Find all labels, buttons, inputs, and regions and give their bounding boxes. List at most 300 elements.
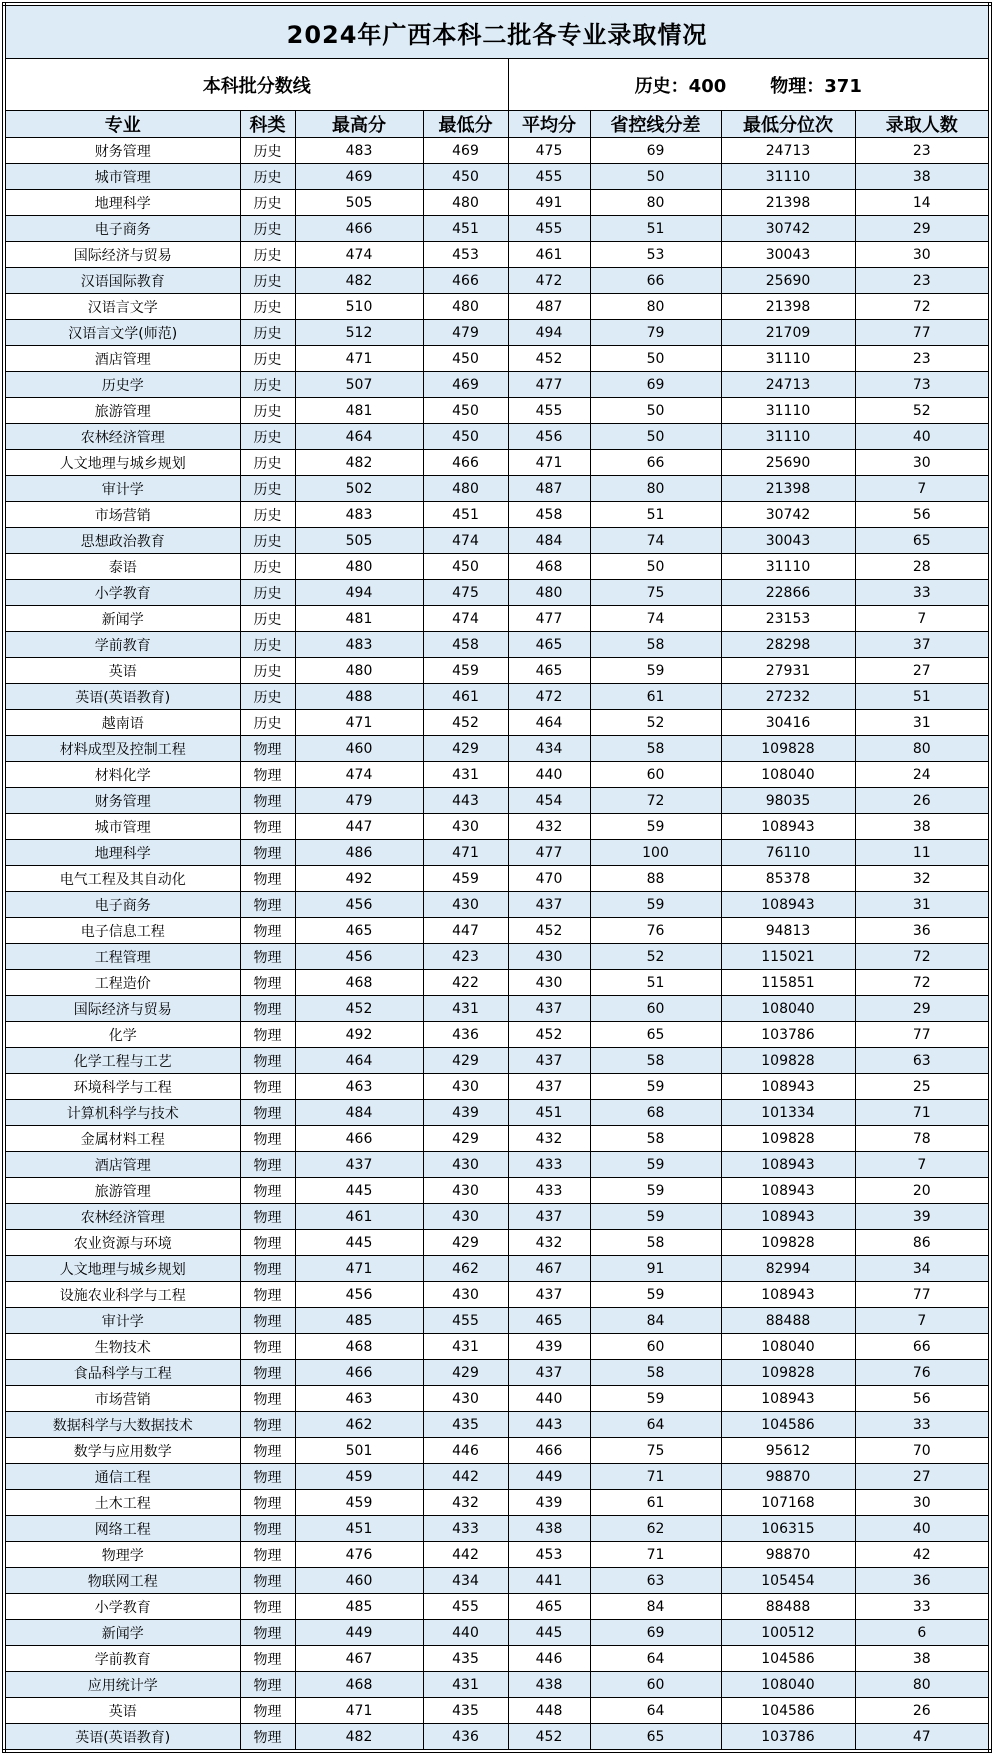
cell-category: 物理 xyxy=(240,1672,295,1698)
cell-max-score: 512 xyxy=(295,320,423,346)
cell-max-score: 466 xyxy=(295,1126,423,1152)
cell-avg-score: 487 xyxy=(508,476,590,502)
cell-category: 历史 xyxy=(240,190,295,216)
cell-diff-from-line: 80 xyxy=(590,294,721,320)
cell-major: 市场营销 xyxy=(4,1386,240,1412)
cell-category: 物理 xyxy=(240,1334,295,1360)
cell-min-score: 435 xyxy=(423,1698,508,1724)
table-body xyxy=(4,138,990,1752)
cell-min-score: 475 xyxy=(423,580,508,606)
cell-enrolled-count: 30 xyxy=(855,450,990,476)
cell-avg-score: 471 xyxy=(508,450,590,476)
cell-min-rank: 115851 xyxy=(721,970,855,996)
cell-category: 物理 xyxy=(240,1646,295,1672)
cell-min-score: 439 xyxy=(423,1100,508,1126)
cell-category: 物理 xyxy=(240,970,295,996)
cell-min-score: 480 xyxy=(423,294,508,320)
cell-diff-from-line: 69 xyxy=(590,372,721,398)
cell-min-score: 469 xyxy=(423,138,508,164)
cell-major: 新闻学 xyxy=(4,1620,240,1646)
cell-max-score: 466 xyxy=(295,216,423,242)
cell-major: 工程造价 xyxy=(4,970,240,996)
table-row xyxy=(4,736,990,762)
cell-max-score: 510 xyxy=(295,294,423,320)
cell-min-rank: 31110 xyxy=(721,398,855,424)
column-header-diff-from-line: 省控线分差 xyxy=(590,111,721,138)
cell-min-score: 436 xyxy=(423,1724,508,1752)
cell-min-rank: 104586 xyxy=(721,1412,855,1438)
table-row xyxy=(4,242,990,268)
cell-major: 英语 xyxy=(4,1698,240,1724)
cell-major: 泰语 xyxy=(4,554,240,580)
cell-major: 英语(英语教育) xyxy=(4,684,240,710)
cell-diff-from-line: 79 xyxy=(590,320,721,346)
cell-min-score: 451 xyxy=(423,216,508,242)
cell-min-rank: 108040 xyxy=(721,762,855,788)
admission-sheet xyxy=(2,2,988,1753)
table-row xyxy=(4,1152,990,1178)
cell-category: 物理 xyxy=(240,814,295,840)
cell-max-score: 505 xyxy=(295,190,423,216)
cell-max-score: 481 xyxy=(295,606,423,632)
cell-enrolled-count: 37 xyxy=(855,632,990,658)
cell-major: 材料成型及控制工程 xyxy=(4,736,240,762)
cell-category: 物理 xyxy=(240,1048,295,1074)
cell-max-score: 464 xyxy=(295,424,423,450)
cell-min-score: 462 xyxy=(423,1256,508,1282)
cell-category: 物理 xyxy=(240,1074,295,1100)
cell-avg-score: 470 xyxy=(508,866,590,892)
admission-table xyxy=(2,2,992,1753)
cell-major: 电子商务 xyxy=(4,892,240,918)
cell-avg-score: 465 xyxy=(508,658,590,684)
cell-enrolled-count: 27 xyxy=(855,658,990,684)
cell-enrolled-count: 11 xyxy=(855,840,990,866)
cell-max-score: 488 xyxy=(295,684,423,710)
cell-min-rank: 108040 xyxy=(721,1672,855,1698)
cell-avg-score: 440 xyxy=(508,762,590,788)
cell-min-score: 436 xyxy=(423,1022,508,1048)
cell-min-score: 430 xyxy=(423,892,508,918)
cell-diff-from-line: 59 xyxy=(590,658,721,684)
cell-enrolled-count: 32 xyxy=(855,866,990,892)
table-row xyxy=(4,398,990,424)
cell-min-rank: 27931 xyxy=(721,658,855,684)
cell-diff-from-line: 50 xyxy=(590,346,721,372)
cell-enrolled-count: 78 xyxy=(855,1126,990,1152)
cell-min-rank: 24713 xyxy=(721,138,855,164)
cell-min-score: 442 xyxy=(423,1464,508,1490)
cell-category: 历史 xyxy=(240,476,295,502)
cell-min-score: 429 xyxy=(423,736,508,762)
cell-diff-from-line: 66 xyxy=(590,450,721,476)
cell-major: 越南语 xyxy=(4,710,240,736)
cell-avg-score: 437 xyxy=(508,1204,590,1230)
cell-max-score: 447 xyxy=(295,814,423,840)
cell-max-score: 465 xyxy=(295,918,423,944)
cell-diff-from-line: 75 xyxy=(590,580,721,606)
cell-category: 历史 xyxy=(240,450,295,476)
cell-min-rank: 24713 xyxy=(721,372,855,398)
cell-avg-score: 465 xyxy=(508,632,590,658)
cell-category: 物理 xyxy=(240,1282,295,1308)
cell-avg-score: 472 xyxy=(508,684,590,710)
cell-min-score: 430 xyxy=(423,1282,508,1308)
cell-enrolled-count: 29 xyxy=(855,996,990,1022)
cell-enrolled-count: 7 xyxy=(855,1152,990,1178)
cell-min-score: 440 xyxy=(423,1620,508,1646)
table-row xyxy=(4,606,990,632)
table-row xyxy=(4,892,990,918)
table-row xyxy=(4,346,990,372)
table-row xyxy=(4,658,990,684)
cell-category: 物理 xyxy=(240,1126,295,1152)
cell-max-score: 466 xyxy=(295,1360,423,1386)
cell-max-score: 459 xyxy=(295,1464,423,1490)
cell-min-score: 433 xyxy=(423,1516,508,1542)
cell-major: 材料化学 xyxy=(4,762,240,788)
cell-major: 食品科学与工程 xyxy=(4,1360,240,1386)
cell-min-rank: 108943 xyxy=(721,892,855,918)
cell-major: 农林经济管理 xyxy=(4,424,240,450)
cell-diff-from-line: 69 xyxy=(590,1620,721,1646)
table-row xyxy=(4,164,990,190)
cell-avg-score: 432 xyxy=(508,1230,590,1256)
table-row xyxy=(4,450,990,476)
cell-enrolled-count: 56 xyxy=(855,502,990,528)
cell-max-score: 471 xyxy=(295,710,423,736)
cell-enrolled-count: 80 xyxy=(855,736,990,762)
cell-major: 旅游管理 xyxy=(4,1178,240,1204)
cell-category: 物理 xyxy=(240,1256,295,1282)
cell-category: 物理 xyxy=(240,944,295,970)
cell-min-score: 450 xyxy=(423,424,508,450)
cell-enrolled-count: 26 xyxy=(855,1698,990,1724)
cell-major: 汉语言文学(师范) xyxy=(4,320,240,346)
cell-avg-score: 454 xyxy=(508,788,590,814)
cell-diff-from-line: 84 xyxy=(590,1594,721,1620)
cell-diff-from-line: 65 xyxy=(590,1724,721,1752)
table-row xyxy=(4,1204,990,1230)
cell-max-score: 467 xyxy=(295,1646,423,1672)
cell-avg-score: 452 xyxy=(508,1724,590,1752)
cell-category: 物理 xyxy=(240,762,295,788)
table-row xyxy=(4,1126,990,1152)
table-row xyxy=(4,944,990,970)
cell-min-score: 435 xyxy=(423,1646,508,1672)
cell-enrolled-count: 52 xyxy=(855,398,990,424)
cell-avg-score: 455 xyxy=(508,398,590,424)
cell-major: 农林经济管理 xyxy=(4,1204,240,1230)
cell-min-score: 480 xyxy=(423,190,508,216)
cell-avg-score: 433 xyxy=(508,1178,590,1204)
cell-min-score: 430 xyxy=(423,1152,508,1178)
cell-major: 国际经济与贸易 xyxy=(4,996,240,1022)
column-header-enrolled-count: 录取人数 xyxy=(855,111,990,138)
cell-min-rank: 108943 xyxy=(721,1386,855,1412)
table-row xyxy=(4,1178,990,1204)
cell-avg-score: 430 xyxy=(508,970,590,996)
cell-avg-score: 487 xyxy=(508,294,590,320)
cell-avg-score: 452 xyxy=(508,346,590,372)
table-row xyxy=(4,1074,990,1100)
cell-diff-from-line: 50 xyxy=(590,164,721,190)
cell-max-score: 485 xyxy=(295,1308,423,1334)
cell-max-score: 501 xyxy=(295,1438,423,1464)
cell-min-score: 480 xyxy=(423,476,508,502)
cell-min-score: 459 xyxy=(423,866,508,892)
cell-diff-from-line: 59 xyxy=(590,1152,721,1178)
cell-enrolled-count: 24 xyxy=(855,762,990,788)
cell-min-rank: 30742 xyxy=(721,216,855,242)
table-row xyxy=(4,710,990,736)
score-line-values xyxy=(508,59,990,111)
cell-min-score: 466 xyxy=(423,268,508,294)
cell-min-score: 450 xyxy=(423,398,508,424)
cell-min-rank: 21398 xyxy=(721,476,855,502)
cell-min-rank: 21398 xyxy=(721,190,855,216)
cell-diff-from-line: 59 xyxy=(590,892,721,918)
cell-max-score: 481 xyxy=(295,398,423,424)
cell-min-score: 452 xyxy=(423,710,508,736)
cell-category: 历史 xyxy=(240,606,295,632)
cell-category: 物理 xyxy=(240,1100,295,1126)
table-row xyxy=(4,1048,990,1074)
cell-major: 学前教育 xyxy=(4,632,240,658)
cell-enrolled-count: 86 xyxy=(855,1230,990,1256)
cell-enrolled-count: 76 xyxy=(855,1360,990,1386)
cell-avg-score: 455 xyxy=(508,216,590,242)
cell-min-rank: 108943 xyxy=(721,1282,855,1308)
cell-max-score: 462 xyxy=(295,1412,423,1438)
cell-avg-score: 437 xyxy=(508,892,590,918)
cell-category: 物理 xyxy=(240,1464,295,1490)
cell-max-score: 468 xyxy=(295,970,423,996)
cell-max-score: 492 xyxy=(295,1022,423,1048)
table-row xyxy=(4,1100,990,1126)
cell-category: 历史 xyxy=(240,372,295,398)
cell-enrolled-count: 56 xyxy=(855,1386,990,1412)
cell-category: 物理 xyxy=(240,1204,295,1230)
cell-max-score: 502 xyxy=(295,476,423,502)
table-row xyxy=(4,1464,990,1490)
cell-category: 历史 xyxy=(240,658,295,684)
cell-diff-from-line: 51 xyxy=(590,970,721,996)
cell-diff-from-line: 69 xyxy=(590,138,721,164)
cell-min-rank: 106315 xyxy=(721,1516,855,1542)
cell-diff-from-line: 58 xyxy=(590,1360,721,1386)
table-row xyxy=(4,788,990,814)
cell-min-rank: 109828 xyxy=(721,1230,855,1256)
table-row xyxy=(4,1022,990,1048)
cell-min-rank: 98870 xyxy=(721,1542,855,1568)
cell-category: 物理 xyxy=(240,788,295,814)
cell-min-score: 442 xyxy=(423,1542,508,1568)
column-header-category: 科类 xyxy=(240,111,295,138)
cell-avg-score: 480 xyxy=(508,580,590,606)
cell-enrolled-count: 34 xyxy=(855,1256,990,1282)
cell-avg-score: 477 xyxy=(508,606,590,632)
cell-max-score: 480 xyxy=(295,658,423,684)
table-row xyxy=(4,580,990,606)
cell-major: 新闻学 xyxy=(4,606,240,632)
cell-avg-score: 440 xyxy=(508,1386,590,1412)
cell-avg-score: 437 xyxy=(508,1282,590,1308)
cell-max-score: 494 xyxy=(295,580,423,606)
cell-category: 历史 xyxy=(240,398,295,424)
cell-min-score: 450 xyxy=(423,346,508,372)
cell-avg-score: 449 xyxy=(508,1464,590,1490)
cell-max-score: 451 xyxy=(295,1516,423,1542)
cell-category: 历史 xyxy=(240,346,295,372)
cell-max-score: 471 xyxy=(295,1698,423,1724)
cell-category: 物理 xyxy=(240,1022,295,1048)
cell-min-rank: 82994 xyxy=(721,1256,855,1282)
cell-min-rank: 108943 xyxy=(721,1204,855,1230)
cell-major: 人文地理与城乡规划 xyxy=(4,1256,240,1282)
cell-major: 电子信息工程 xyxy=(4,918,240,944)
cell-max-score: 507 xyxy=(295,372,423,398)
cell-max-score: 471 xyxy=(295,346,423,372)
cell-min-rank: 108040 xyxy=(721,996,855,1022)
cell-diff-from-line: 59 xyxy=(590,1074,721,1100)
cell-avg-score: 465 xyxy=(508,1594,590,1620)
cell-category: 物理 xyxy=(240,996,295,1022)
cell-enrolled-count: 33 xyxy=(855,580,990,606)
cell-min-rank: 105454 xyxy=(721,1568,855,1594)
cell-category: 历史 xyxy=(240,632,295,658)
cell-min-rank: 104586 xyxy=(721,1698,855,1724)
table-row xyxy=(4,554,990,580)
cell-max-score: 482 xyxy=(295,268,423,294)
cell-min-score: 431 xyxy=(423,1334,508,1360)
cell-max-score: 482 xyxy=(295,1724,423,1752)
cell-min-rank: 109828 xyxy=(721,1126,855,1152)
cell-max-score: 474 xyxy=(295,762,423,788)
cell-avg-score: 472 xyxy=(508,268,590,294)
cell-diff-from-line: 58 xyxy=(590,736,721,762)
cell-diff-from-line: 58 xyxy=(590,1126,721,1152)
cell-diff-from-line: 58 xyxy=(590,1230,721,1256)
cell-diff-from-line: 60 xyxy=(590,762,721,788)
cell-avg-score: 437 xyxy=(508,996,590,1022)
cell-diff-from-line: 64 xyxy=(590,1646,721,1672)
table-row xyxy=(4,1412,990,1438)
cell-avg-score: 461 xyxy=(508,242,590,268)
cell-min-score: 435 xyxy=(423,1412,508,1438)
cell-enrolled-count: 23 xyxy=(855,346,990,372)
cell-category: 历史 xyxy=(240,502,295,528)
cell-enrolled-count: 72 xyxy=(855,970,990,996)
cell-diff-from-line: 64 xyxy=(590,1698,721,1724)
cell-min-rank: 94813 xyxy=(721,918,855,944)
cell-diff-from-line: 60 xyxy=(590,1334,721,1360)
table-row xyxy=(4,190,990,216)
cell-enrolled-count: 80 xyxy=(855,1672,990,1698)
cell-min-rank: 22866 xyxy=(721,580,855,606)
cell-avg-score: 484 xyxy=(508,528,590,554)
cell-enrolled-count: 23 xyxy=(855,138,990,164)
cell-enrolled-count: 33 xyxy=(855,1594,990,1620)
cell-enrolled-count: 73 xyxy=(855,372,990,398)
cell-min-score: 461 xyxy=(423,684,508,710)
cell-min-score: 447 xyxy=(423,918,508,944)
cell-min-rank: 21398 xyxy=(721,294,855,320)
cell-diff-from-line: 71 xyxy=(590,1464,721,1490)
cell-min-score: 453 xyxy=(423,242,508,268)
cell-avg-score: 445 xyxy=(508,1620,590,1646)
cell-major: 生物技术 xyxy=(4,1334,240,1360)
cell-diff-from-line: 71 xyxy=(590,1542,721,1568)
cell-major: 计算机科学与技术 xyxy=(4,1100,240,1126)
cell-min-rank: 30043 xyxy=(721,528,855,554)
cell-avg-score: 437 xyxy=(508,1074,590,1100)
cell-major: 人文地理与城乡规划 xyxy=(4,450,240,476)
cell-enrolled-count: 31 xyxy=(855,710,990,736)
cell-avg-score: 477 xyxy=(508,372,590,398)
cell-max-score: 445 xyxy=(295,1230,423,1256)
table-row xyxy=(4,1334,990,1360)
column-header-row xyxy=(4,111,990,138)
cell-avg-score: 466 xyxy=(508,1438,590,1464)
table-row xyxy=(4,1230,990,1256)
cell-enrolled-count: 36 xyxy=(855,918,990,944)
cell-min-rank: 98870 xyxy=(721,1464,855,1490)
cell-major: 金属材料工程 xyxy=(4,1126,240,1152)
cell-major: 思想政治教育 xyxy=(4,528,240,554)
cell-diff-from-line: 59 xyxy=(590,1386,721,1412)
cell-major: 通信工程 xyxy=(4,1464,240,1490)
cell-min-score: 450 xyxy=(423,164,508,190)
cell-enrolled-count: 7 xyxy=(855,606,990,632)
cell-min-score: 458 xyxy=(423,632,508,658)
cell-min-rank: 31110 xyxy=(721,346,855,372)
cell-min-rank: 25690 xyxy=(721,450,855,476)
table-row xyxy=(4,1516,990,1542)
cell-diff-from-line: 91 xyxy=(590,1256,721,1282)
table-row xyxy=(4,1646,990,1672)
table-row xyxy=(4,1438,990,1464)
cell-diff-from-line: 100 xyxy=(590,840,721,866)
cell-min-score: 459 xyxy=(423,658,508,684)
cell-enrolled-count: 77 xyxy=(855,320,990,346)
cell-major: 汉语言文学 xyxy=(4,294,240,320)
cell-max-score: 461 xyxy=(295,1204,423,1230)
cell-diff-from-line: 63 xyxy=(590,1568,721,1594)
cell-max-score: 463 xyxy=(295,1386,423,1412)
table-row xyxy=(4,684,990,710)
cell-min-score: 443 xyxy=(423,788,508,814)
cell-major: 汉语国际教育 xyxy=(4,268,240,294)
cell-avg-score: 464 xyxy=(508,710,590,736)
cell-diff-from-line: 61 xyxy=(590,1490,721,1516)
cell-min-rank: 88488 xyxy=(721,1308,855,1334)
cell-enrolled-count: 27 xyxy=(855,1464,990,1490)
cell-diff-from-line: 59 xyxy=(590,1178,721,1204)
cell-min-rank: 108943 xyxy=(721,814,855,840)
cell-category: 物理 xyxy=(240,1308,295,1334)
cell-diff-from-line: 60 xyxy=(590,996,721,1022)
cell-max-score: 456 xyxy=(295,1282,423,1308)
cell-max-score: 460 xyxy=(295,736,423,762)
cell-diff-from-line: 66 xyxy=(590,268,721,294)
cell-enrolled-count: 25 xyxy=(855,1074,990,1100)
cell-enrolled-count: 7 xyxy=(855,476,990,502)
cell-min-rank: 108943 xyxy=(721,1074,855,1100)
cell-avg-score: 458 xyxy=(508,502,590,528)
cell-major: 电气工程及其自动化 xyxy=(4,866,240,892)
cell-category: 物理 xyxy=(240,1542,295,1568)
